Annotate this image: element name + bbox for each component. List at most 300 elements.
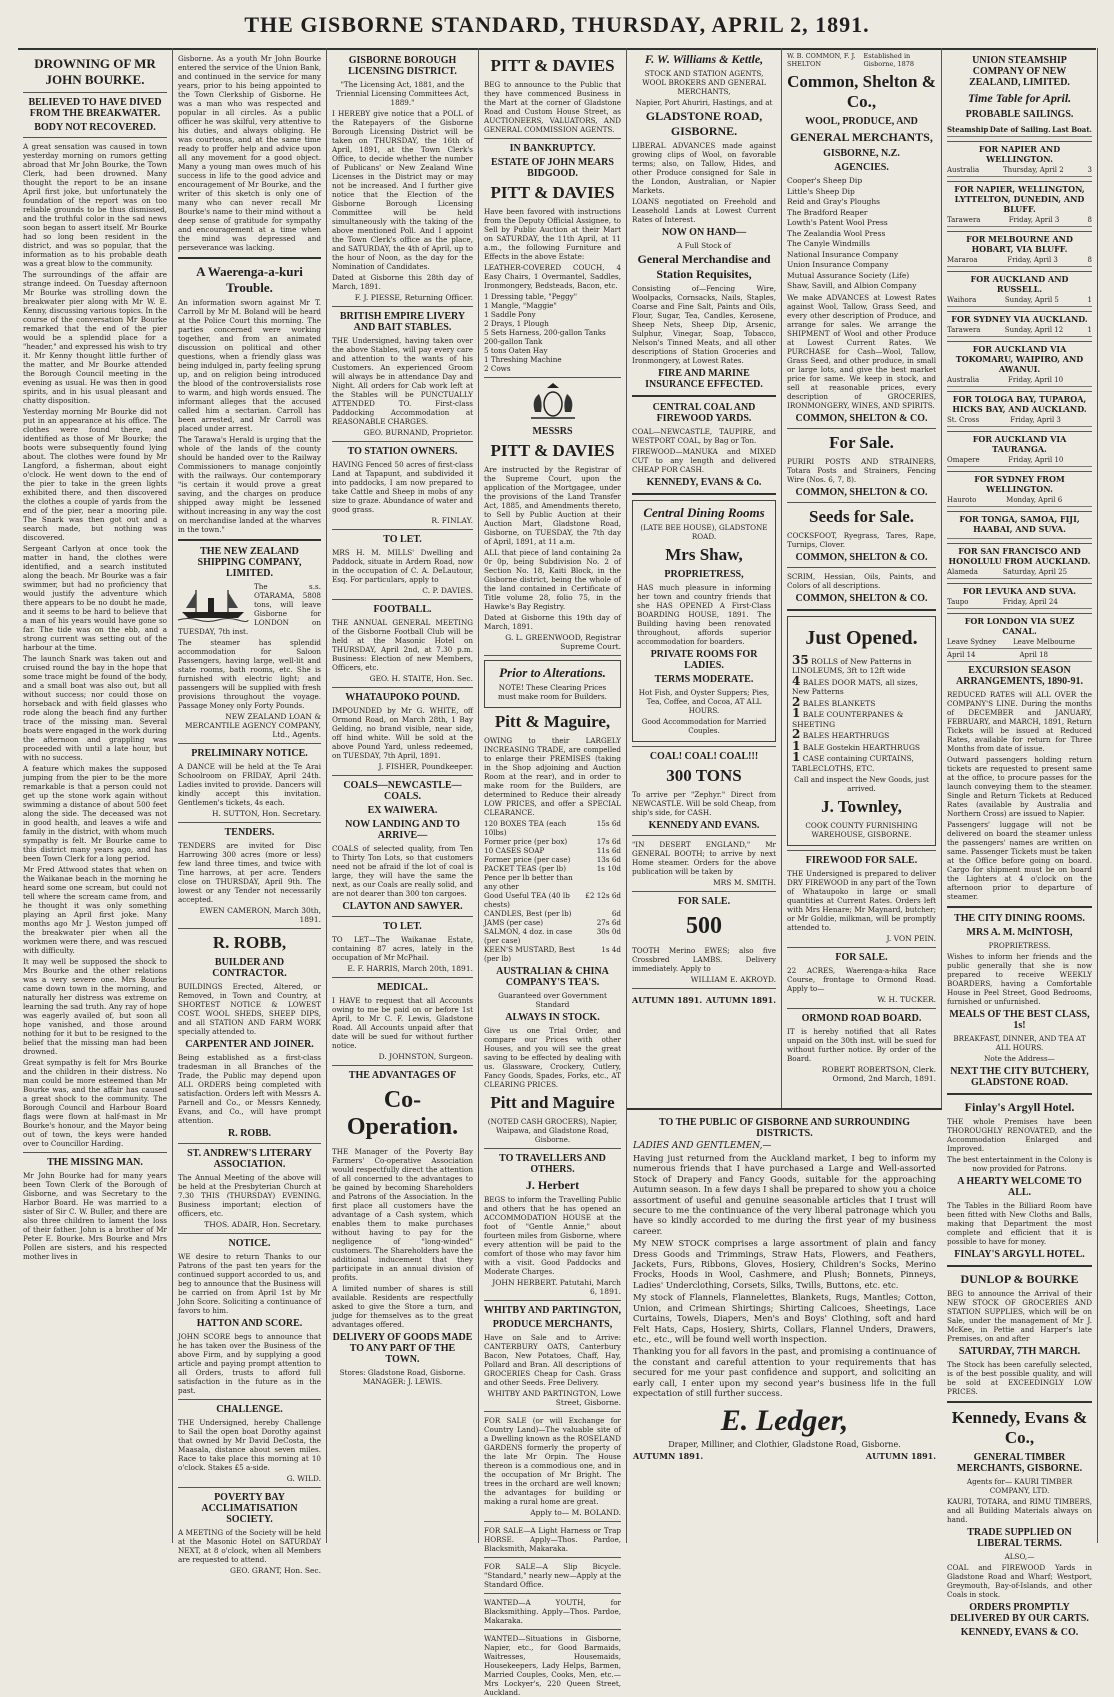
article-paragraph: TENDERS are invited for Disc Harrowing 300 acres (more or less) few land three times, and twice with Tine harrows, at per acre. Tenders close on THURSDAY, April 9th. The lowest or any Tender not necessarily accepted. xyxy=(178,841,321,904)
table-cell: Thursday, April 2 xyxy=(1002,166,1064,174)
missing-man-heading: THE MISSING MAN. xyxy=(47,1157,143,1168)
signature: GEO. GRANT, Hon. Sec. xyxy=(229,1566,321,1575)
timetable-route-heading: FOR NAPIER AND WELLINGTON. xyxy=(947,141,1092,164)
common-shelton-signature: COMMON, SHELTON & CO. xyxy=(795,486,928,498)
article-paragraph: PURIRI POSTS AND STRAINERS, Totara Posts and Strainers, Fencing Wire (Nos. 6, 7, 8). xyxy=(787,456,936,484)
williams-kettle-subheading: STOCK AND STATION AGENTS, WOOL BROKERS AND GENERAL MERCHANTS, xyxy=(642,69,766,96)
city-dining-prop: PROPRIETRESS. xyxy=(988,941,1051,950)
timetable-route-heading: FOR LONDON VIA SUEZ CANAL. xyxy=(947,613,1092,636)
column-1 xyxy=(18,48,173,1543)
challenge-heading: CHALLENGE. xyxy=(216,1404,283,1415)
list-item: 1 BALE COUNTERPANES & SHEETING xyxy=(792,706,904,729)
list-item: The Bradford Reaper xyxy=(787,207,868,217)
central-dining-box xyxy=(632,500,776,742)
article-paragraph: THE Undersigned is prepared to deliver DRY FIREWOOD in any part of the Town of Whataupoko in large or small quantities at Current Rates. Orders left with Mrs Henare; Mr Maynard, butcher; or Mr Goldie, milkman, will be promptly attended to. xyxy=(787,869,936,932)
signature: C. P. DAVIES. xyxy=(422,586,473,595)
robb-carpenter: CARPENTER AND JOINER. xyxy=(185,1039,314,1050)
australian-tea-heading: AUSTRALIAN & CHINA COMPANY'S TEA'S. xyxy=(496,966,609,988)
timetable-route-heading: FOR LEVUKA AND SUVA. xyxy=(947,583,1092,596)
note-address: Note the Address— xyxy=(984,1054,1055,1063)
table-cell: Alameda xyxy=(947,568,978,576)
article-paragraph: The launch Snark was taken out and cruised round the bay in the hope that some trace might be found of the body, and a small boat was also out, but all without success; nor could those on horseback and with field glasses who rode along the beach find any further trace of the missing man. Several boats were engaged in the work during the afternoon and grappling was proceeded with until a late hour, but with no success. xyxy=(23,654,167,762)
common-shelton-signature: COMMON, SHELTON & CO. xyxy=(795,592,928,604)
table-cell: Hauroto xyxy=(947,496,977,504)
article-paragraph: I HEREBY give notice that a POLL of the Ratepayers of the Gisborne Borough Licensing District will be taken on THURSDAY, the 16th of April, 1891, at the Town Clerk's Office, to decide whether the number of Publicans' or New Zealand Wine Licenses in the District may or may not be increased. And I further give notice that the Election of the Gisborne Borough Licensing Committee will be held simultaneously with the taking of the above mentioned Poll. And I appoint the Town Clerk's office as the place, and SATURDAY, the 4th of April, up to the hour of Noon, as the day for the Nomination of Candidates. xyxy=(332,109,473,271)
list-item: 2 BALES BLANKETS xyxy=(792,694,876,709)
robb-subheading: BUILDER AND CONTRACTOR. xyxy=(212,957,287,979)
article-paragraph: THE ANNUAL GENERAL MEETING of the Gisborne Football Club will be held at the Masonic Hotel on THURSDAY, April 2nd, at 7.30 p.m. Business: Election of new Members, Officers, etc. xyxy=(332,618,473,672)
article-paragraph: HAS much pleasure in informing her town and country friends that she HAS OPENED A First-Class BOARDING HOUSE, 1891. The Building having been renovated throughout, affords superior accommodation for boarders. xyxy=(637,583,771,646)
article-paragraph: Mr Fred Attwood states that when on the Waikanae beach in the morning he heard some one scream, but could not tell where the scream came from, and he thought it was only something playing an April first joke. Many months ago Mr J. Weston jumped off the breakwater pier when all the workmen were there, and was rescued with difficulty. xyxy=(23,865,167,955)
autumn-label-right: AUTUMN 1891. xyxy=(705,995,776,1005)
signature: JOHN HERBERT. Patutahi, March 6, 1891. xyxy=(492,1278,621,1296)
coal-heading: COAL! COAL! COAL!!! xyxy=(649,751,759,762)
article-paragraph: The Stock has been carefully selected, is of the best possible quality, and will be sold at EXCEEDINGLY LOW PRICES. xyxy=(947,1360,1092,1396)
crest-label: MESSRS xyxy=(532,426,573,437)
table-row xyxy=(947,374,1092,387)
common-shelton-heading: Common, Shelton & Co., xyxy=(787,72,936,111)
article-paragraph: THE Undersigned, hereby Challenge to Sail the open boat Dorothy against that owned by Mr David DeCosta, the Maasala, distance about seven miles. Race to take place this morning at 10 o'clock. Stakes £5 a-side. xyxy=(178,1418,321,1472)
article-paragraph: It may well be supposed the shock to Mrs Bourke and the other relations was a very severe one. Mrs Bourke came down town in the morning, and naturally her distress was extreme on learning the sad truth. Any ray of hope was eagerly availed of, but soon all hope vanished, and those around nothing for it but to be resigned to the belief that the missing man had been drowned. xyxy=(23,957,167,1056)
kennedy-evans-signature: KENNEDY, EVANS & CO. xyxy=(960,1627,1079,1638)
city-butchery-address: NEXT THE CITY BUTCHERY, GLADSTONE ROAD. xyxy=(950,1066,1089,1088)
article-paragraph: LOANS negotiated on Freehold and Leasehold Lands at Lowest Current Rates of Interest. xyxy=(632,197,776,224)
signature: Apply to— M. BOLAND. xyxy=(530,1508,621,1517)
prior-alterations-heading: Prior to Alterations. xyxy=(499,665,606,680)
table-cell: Waihora xyxy=(947,296,977,304)
article-paragraph: A DANCE will be held at the Te Arai Schoolroom on FRIDAY, April 24th. Ladies invited to provide. Dancers will kindly accept this invitation. Gentlemen's tickets, 4s each. xyxy=(178,762,321,807)
table-row: KEEN'S MUSTARD, Best (per lb) 1s 4d xyxy=(484,945,621,963)
article-paragraph: The surroundings of the affair are strange indeed. On Tuesday afternoon Mr Bourke was strolling down the breakwater pier along with Mr W. E. Kenny, discussing various topics. In the course of the conversation Mr Bourke remarked that the end of the pier would be a splendid place for a "header," and expressed his wish to try it. Mr Kenny thought little further of the matter, and Mr Bourke attended the Borough Council meeting in the evening as usual. He was then in good spirits, and in his usual pleasant and chatty disposition. xyxy=(23,270,167,405)
prior-alterations-note: NOTE! These Clearing Prices must make room for Builders. xyxy=(498,683,607,701)
probable-sailings: PROBABLE SAILINGS. xyxy=(965,109,1074,120)
article-paragraph: MRS H. M. MILLS' Dwelling and Paddock, situate in Ardern Road, now in the occupation of C. A. DeLautour, Esq. For particulars, apply to xyxy=(332,548,473,584)
table-row xyxy=(947,414,1092,427)
article-paragraph: THE Undersigned, having taken over the above Stables, will pay every care and attention to the wants of his Customers. An experienced Groom will always be in attendance Day and Night. All orders for Cab work left at the Stables will be PUNCTUALLY ATTENDED TO. First-class Paddocking Accommodation at REASONABLE CHARGES. xyxy=(332,336,473,426)
list-item: 2 BALES HEARTHRUGS xyxy=(792,727,890,741)
central-dining-heading: Central Dining Rooms xyxy=(643,505,765,520)
central-dining-subheading: (LATE BEE HOUSE), GLADSTONE ROAD. xyxy=(640,523,768,541)
article-paragraph: Dated at Gisborne this 28th day of March, 1891. xyxy=(332,273,473,291)
table-cell: Australia xyxy=(947,376,980,384)
table-row: SALMON, 4 doz. in case (per case) 30s 0d xyxy=(484,927,621,945)
signature: W. H. TUCKER. xyxy=(877,995,936,1004)
article-paragraph: COAL—NEWCASTLE, TAUPIRE, and WESTPORT COAL, by Bag or Ton. xyxy=(632,427,776,445)
ewes-count: 500 xyxy=(686,913,722,939)
central-coal-heading: CENTRAL COAL AND FIREWOOD YARDS. xyxy=(652,402,756,424)
article-paragraph: FOR SALE—A Light Harness or Trap HORSE. Apply—Thos. Pardoe, Blacksmith, Makaraka. xyxy=(484,1526,621,1553)
column-7 xyxy=(942,48,1098,1638)
meals: Hot Fish, and Oyster Suppers; Pies, Tea, Coffee, and Cocoa, AT ALL HOURS. xyxy=(638,688,770,715)
list-item: 5 tons Oaten Hay xyxy=(484,346,548,355)
timetable-route-heading: FOR MELBOURNE AND HOBART, VIA BLUFF. xyxy=(947,231,1092,254)
list-item: 1 Threshing Machine xyxy=(484,355,562,364)
table-row xyxy=(947,596,1092,609)
article-paragraph: The steamer has splendid accommodation for Saloon Passengers, having large, well-lit and state rooms, bath rooms, etc. She is furnished with electric light; and passengers will be supplied with fresh provisions throughout the voyage. Passage Money only Forty Pounds. xyxy=(178,638,321,710)
signature: F. J. PIESSE, Returning Officer. xyxy=(354,293,473,302)
table-row xyxy=(947,164,1092,177)
insurance-notice: FIRE AND MARINE INSURANCE EFFECTED. xyxy=(645,368,763,390)
article-paragraph: FIREWOOD—MANUKA and MIXED CUT to any length and delivered CHEAP FOR CASH. xyxy=(632,447,776,474)
table-cell: Sunday, April 12 xyxy=(1004,326,1064,334)
article-paragraph: My stock of Flannels, Flannelettes, Blankets, Rugs, Mantles; Cotton, Union, and Crimean Shirtings; Shirting Calicoes, Sheetings, Lace Curtains, Towels, Diapers, Men's and Boys' Clothing, soft and hard Felt Hats, Caps, Hosiery, Shirts, Collars, Flannel Unders, Drawers, etc., etc., will be found well worth inspection. xyxy=(633,1292,936,1344)
to-let-heading: TO LET. xyxy=(383,534,422,545)
robb-signature: R. ROBB. xyxy=(227,1128,272,1139)
list-item: 35 ROLLS of New Patterns in LINOLEUMS, 3ft to 12ft wide xyxy=(792,652,912,675)
column-4 xyxy=(479,48,627,1697)
trade-supplied: TRADE SUPPLIED ON LIBERAL TERMS. xyxy=(967,1527,1072,1549)
terms: TERMS MODERATE. xyxy=(654,674,754,685)
table-row xyxy=(947,324,1092,337)
timetable-route-heading: FOR AUCKLAND AND RUSSELL. xyxy=(947,271,1092,294)
autumn-banner xyxy=(632,995,776,1005)
newspaper-columns xyxy=(18,48,1098,1697)
general-merchandise-heading: General Merchandise and Station Requisites, xyxy=(637,252,771,281)
article-paragraph: JOHN SCORE begs to announce that he has taken over the Business of the above Firm, and by supplying a good article and paying prompt attention to all Orders, trusts to afford full satisfaction in the future as in the past. xyxy=(178,1332,321,1395)
table-cell: Friday, April 3 xyxy=(1007,256,1058,264)
robb-heading: R. ROBB, xyxy=(212,933,287,952)
timetable-route-heading: FOR SYDNEY FROM WELLINGTON. xyxy=(947,471,1092,494)
article-paragraph: Passengers' luggage will not be delivered on board the steamer unless the passengers' names are written on same. Passenger Tickets must be taken at the Office before going on board. Cargo for shipment must be on board the Lighters at 4 o'clock on the afternoon prior to departure of steamer. xyxy=(947,820,1092,901)
table-row: 120 BOXES TEA (each 10lbs) 15s 6d xyxy=(484,819,621,837)
kennedy-evans-signature: KENNEDY, EVANS & Co. xyxy=(646,477,762,488)
firewood-heading: FIREWOOD FOR SALE. xyxy=(805,855,918,866)
article-paragraph: The Tarawa's Herald is urging that the whole of the lands of the county should be handed over to the Railway Commissioners to manage conjointly with the railways. Our contemporary "is certain it would prove a great saving, and the charges on produce shipped away might be lessened without increasing in any way the cost on merchandise landed at the wharves in the town." xyxy=(178,435,321,534)
bankruptcy-heading: IN BANKRUPTCY. xyxy=(509,143,596,154)
just-opened-box xyxy=(787,616,936,847)
timetable-heading: Time Table for April. xyxy=(967,91,1072,105)
dunlop-date: SATURDAY, 7TH MARCH. xyxy=(958,1346,1081,1357)
timetable-route-heading: FOR SYDNEY VIA AUCKLAND. xyxy=(947,311,1092,324)
autumn-label-left: AUTUMN 1891. xyxy=(632,995,703,1005)
article-paragraph: BUILDINGS Erected, Altered, or Removed, in Town and Country, at SHORTEST NOTICE & LOWEST COST. WOOL SHEDS, SHEEP DIPS, and all STATION AND FARM WORK specially attended to. xyxy=(178,982,321,1036)
article-paragraph: COAL and FIREWOOD Yards in Gladstone Road and Wharf; Westport, Greymouth, Bay-of-Islands, and other Coals in stock. xyxy=(947,1563,1092,1599)
gladstone-road-heading: GLADSTONE ROAD, GISBORNE. xyxy=(645,109,763,138)
table-cell: Omapere xyxy=(947,456,980,464)
article-paragraph: FOR SALE (or will Exchange for Country Land)—The valuable site of a Dwelling known as the ROSELAND GARDENS formerly the property of the late Mr Orpin. The House thereon is a commodious one, and in the occupation of Mr Bright. The trees in the orchard are well known; the advantages for building or making a rural home are great. xyxy=(484,1416,621,1506)
poverty-bay-heading: POVERTY BAY ACCLIMATISATION SOCIETY. xyxy=(201,1492,298,1525)
article-paragraph: A great sensation was caused in town yesterday morning on rumors getting abroad that Mr John Bourke, the Town Clerk, had been drowned. Many thought the report to be an insane April first joke, but unfortunately the foundation of the report was on too reliable grounds to be thus dismissed, and the truthful color in the sad news soon began to assert itself. Mr Bourke had so long been resident in the district, and was so popular, that the information as to his probable death was a great blow to the community. xyxy=(23,142,167,268)
drowning-headline: DROWNING OF MR JOHN BOURKE. xyxy=(34,56,156,87)
football-heading: FOOTBALL. xyxy=(373,604,432,615)
list-item: The Zealandia Wool Press xyxy=(787,228,886,238)
signature: G. L. GREENWOOD, Registrar Supreme Court. xyxy=(505,633,621,651)
autumn-label-right: AUTUMN 1891. xyxy=(865,1451,936,1462)
general-merchants: GENERAL MERCHANTS, xyxy=(790,130,933,144)
pitt-maguire-title: Pitt and Maguire xyxy=(490,1093,615,1112)
ledger-heading: TO THE PUBLIC OF GISBORNE AND SURROUNDING DISTRICTS. xyxy=(659,1117,910,1139)
signature: J. FISHER, Poundkeeper. xyxy=(378,762,473,771)
steamship-icon xyxy=(178,584,248,622)
table-cell: Friday, April 24 xyxy=(1002,598,1058,606)
article-paragraph: We make ADVANCES at Lowest Rates against Wool, Tallow, Grass Seed, and every other description of Produce, and arrange for sales. We arrange the SHIPMENT of Wool and other Produce at Lowest Current Rates. We PURCHASE for Cash—Wool, Tallow, Grass Seed, and other produce, in small or large lots, and give the best market price for same. We keep in stock, and sell at reasonable prices, every description of GROCERIES, IRONMONGERY, WINES, AND SPIRITS. xyxy=(787,292,936,410)
article-paragraph: Consisting of—Fencing Wire, Woolpacks, Cornsacks, Nails, Staples, Coarse and Fine Salt, Paints and Oils, Flour, Sugar, Tea, Candles, Kerosene, Sheep Nets, Sheep Dip, Arsenic, Sulphur, Vinegar, Soap, Tobacco, Nelson's Tinned Meats, and all other descriptions of Station Groceries and Ironmongery, at Lowest Rates. xyxy=(632,284,776,365)
timetable-route-heading: FOR AUCKLAND VIA TOKOMARU, WAIPIRO, AND AWANUI. xyxy=(947,341,1092,374)
table-row: 10 CASES SOAP 11s 6d xyxy=(484,846,621,855)
table-cell: Friday, April 10 xyxy=(1008,456,1064,464)
table-cell: April 14 xyxy=(947,651,976,659)
article-paragraph: BEG to announce to the Public that they have commenced Business in the Mart at the corner of Gladstone Road and Custom House Street, as AUCTIONEERS, VALUATORS, AND GENERAL COMMISSION AGENTS. xyxy=(484,80,621,134)
article-paragraph: Thanking you for all favors in the past, and promising a continuance of the constant and careful attention to your requirements that has secured for me your past confidence and support, and soliciting an early call, I enter upon my second year's business life in the full expectation of still further success. xyxy=(633,1346,936,1398)
article-paragraph: REDUCED RATES will ALL OVER the COMPANY'S LINE. During the months of DECEMBER and JANUARY, FEBRUARY, and MARCH, 1891, Return Tickets will be issued at Reduced Rates, available for return for Three Months from date of issue. xyxy=(947,690,1092,753)
ledger-advert xyxy=(627,1108,942,1543)
table-row xyxy=(947,534,1092,539)
coal-tons: 300 TONS xyxy=(666,766,742,785)
article-paragraph: TO LET—The Waikanae Estate, containing 87 acres, lately in the occupation of Mr McPhail. xyxy=(332,935,473,962)
pound-heading: WHATAUPOKO POUND. xyxy=(345,692,460,703)
mrs-shaw-name: Mrs Shaw, xyxy=(665,545,743,564)
article-paragraph: COCKSFOOT, Ryegrass, Tares, Rape, Turnips, Clover. xyxy=(787,530,936,549)
kennedy-evans-signature: KENNEDY AND EVANS. xyxy=(648,820,760,831)
table-row xyxy=(947,294,1092,307)
table-cell: Leave Melbourne xyxy=(1013,638,1076,646)
list-item: The Canyle Windmills xyxy=(787,239,870,248)
autumn-banner xyxy=(633,1451,936,1461)
list-item: 5 Sets Harness, 200-gallon Tanks xyxy=(484,328,606,337)
townley-heading: J. Townley, xyxy=(821,797,902,816)
place: GISBORNE, N.Z. xyxy=(823,148,900,159)
ship-notice: The s.s. OTARAMA, 5808 tons, will leave Gisborne for LONDON on TUESDAY, 7th inst. xyxy=(178,582,321,636)
ledger-salutation: LADIES AND GENTLEMEN,— xyxy=(633,1141,772,1151)
kennedy-evans-subheading: GENERAL TIMBER MERCHANTS, GISBORNE. xyxy=(956,1452,1083,1474)
signature: R. FINLAY. xyxy=(431,516,473,525)
licensing-heading: GISBORNE BOROUGH LICENSING DISTRICT. xyxy=(348,55,457,77)
table-cell: St. Cross xyxy=(947,416,980,424)
coop-signature: Stores: Gladstone Road, Gisborne. MANAGER: J. LEWIS. xyxy=(339,1368,466,1386)
article-paragraph: WANTED—A YOUTH, for Blacksmithing. Apply—Thos. Pardoe, Makaraka. xyxy=(484,1598,621,1625)
article-paragraph: Dated at Gisborne this 19th day of March, 1891. xyxy=(484,613,621,631)
agency-list xyxy=(787,176,936,291)
table-row xyxy=(947,214,1092,227)
signature: NEW ZEALAND LOAN & MERCANTILE AGENCY COMPANY, Ltd., Agents. xyxy=(184,712,321,739)
table-row xyxy=(947,254,1092,267)
call-inspect: Call and inspect the New Goods, just arrived. xyxy=(794,775,929,793)
table-row: Pence per lb better than any other xyxy=(484,873,573,891)
pitt-davies-heading: PITT & DAVIES xyxy=(490,56,615,75)
table-cell: Friday, April 10 xyxy=(1008,376,1064,384)
table-cell: Tarawera xyxy=(947,216,981,224)
article-paragraph: OWING to their LARGELY INCREASING TRADE, are compelled to enlarge their PREMISES (taking in the Shop adjoining and Auction Room at the rear), and in order to make room for the Builders, are determined to Reduce their already LOW PRICES, and offer a SPECIAL CLEARANCE. xyxy=(484,736,621,817)
article-paragraph: BEG to announce the Arrival of their NEW STOCK OF GROCERIES AND STATION SUPPLIES, which will be on Sale, under the management of Mr J. McKee, in Pettie and Harper's late Premises, on and after xyxy=(947,1289,1092,1343)
ledger-name: E. Ledger, xyxy=(720,1404,849,1438)
signature: WHITBY AND PARTINGTON, Lowe Street, Gisborne. xyxy=(487,1389,621,1407)
common-shelton-header xyxy=(787,52,936,68)
signature: D. JOHNSTON, Surgeon. xyxy=(378,1052,473,1061)
column-2 xyxy=(173,48,327,1575)
city-dining-proprietor: MRS A. M. McINTOSH, xyxy=(966,927,1073,938)
list-item: 1 CASE containing CURTAINS, TABLECLOTHS, ETC. xyxy=(792,750,914,773)
list-item: Shaw, Savill, and Albion Company xyxy=(787,281,917,290)
common-shelton-subheading: WOOL, PRODUCE, AND xyxy=(805,116,918,127)
price-list xyxy=(484,819,621,963)
table-cell: Leave Sydney xyxy=(947,638,997,646)
column-3 xyxy=(327,48,479,1543)
article-paragraph: "IN DESERT ENGLAND," Mr GENERAL BOOTH; to arrive by next Home steamer. Orders for the above publication will be taken by xyxy=(632,840,776,876)
also: ALSO,— xyxy=(1004,1552,1035,1561)
kennedy-evans-heading: Kennedy, Evans & Co., xyxy=(951,1408,1088,1447)
article-paragraph: Mr John Bourke had for many years been Town Clerk of the Borough of Gisborne, and was Secretary to the Harbor Board. He was married to a sister of Sir C. W. Buller, and there are also three children to lament the loss of their father. John is a brother of Mr Peter E. Bourke. Mrs Bourke and Mrs Pollen are sisters, and his respected mother lives in xyxy=(23,1171,167,1261)
table-row: JAMS (per case) 27s 6d xyxy=(484,918,621,927)
for-sale-heading: For Sale. xyxy=(829,432,894,452)
article-paragraph: The Tables in the Billiard Room have been fitted with New Cloths and Balls, making that Department the most complete and efficient that it is possible to have for money. xyxy=(947,1201,1092,1246)
pitt-davies-heading: PITT & DAVIES xyxy=(490,441,615,460)
livery-heading: BRITISH EMPIRE LIVERY AND BAIT STABLES. xyxy=(339,311,466,333)
established-note: Established in Gisborne, 1878 xyxy=(863,52,914,68)
article-paragraph: LEATHER-COVERED COUCH, 4 Easy Chairs, 1 Overmantel, Saddles, Ironmongery, Bedsteads, Bacon, etc. xyxy=(484,263,621,290)
article-paragraph: The Annual Meeting of the above will be held at the Presbyterian Church at 7.30 THIS (THURSDAY) EVENING. Business important; election of officers, etc. xyxy=(178,1173,321,1218)
travellers-heading: TO TRAVELLERS AND OTHERS. xyxy=(499,1153,606,1175)
table-row: Former price (per case) 13s 6d xyxy=(484,855,621,864)
always-in-stock: ALWAYS IN STOCK. xyxy=(505,1012,600,1023)
signature: E. F. HARRIS, March 20th, 1891. xyxy=(347,964,473,973)
timetable-routes xyxy=(947,141,1092,662)
table-cell: Saturday, April 25 xyxy=(1002,568,1068,576)
just-opened-heading: Just Opened. xyxy=(805,626,918,649)
table-row: PACKET TEAS (per lb) 1s 10d xyxy=(484,864,621,873)
pitt-maguire-heading: Pitt & Maguire, xyxy=(494,712,611,731)
list-item: Lowth's Patent Wool Press xyxy=(787,218,888,227)
williams-kettle-locations: Napier, Port Ahuriri, Hastings, and at xyxy=(635,98,773,107)
excursion-heading: EXCURSION SEASON ARRANGEMENTS, 1890-91. xyxy=(956,665,1083,687)
article-paragraph: WE desire to return Thanks to our Patrons of the past ten years for the continued support accorded to us, and beg to announce that the Business will be carried on from April 1st by Mr John Score. Soliciting a continuance of favors to him. xyxy=(178,1252,321,1315)
meals-best-class: MEALS OF THE BEST CLASS, 1s! xyxy=(949,1009,1090,1031)
herbert-name: J. Herbert xyxy=(525,1178,580,1192)
hearty-welcome: A HEARTY WELCOME TO ALL. xyxy=(957,1176,1082,1198)
proprietress: PROPRIETRESS, xyxy=(664,569,744,580)
coals-heading: COALS—NEWCASTLE—COALS. xyxy=(343,780,462,802)
union-steamship-heading: UNION STEAMSHIP COMPANY OF NEW ZEALAND, LIMITED. xyxy=(969,55,1070,88)
common-shelton-signature: COMMON, SHELTON & CO. xyxy=(795,412,928,424)
article-paragraph: FOR SALE—A Slip Bicycle. "Standard," nearly new—Apply at the Standard Office. xyxy=(484,1562,621,1589)
for-sale-heading: FOR SALE. xyxy=(835,952,888,963)
article-paragraph: IT is hereby notified that all Rates unpaid on the 30th inst. will be sued for without further notice. By order of the Board. xyxy=(787,1027,936,1063)
ledger-subheading: Draper, Milliner, and Clothier, Gladstone Road, Gisborne. xyxy=(668,1440,901,1450)
signature: WILLIAM E. AKROYD. xyxy=(690,975,776,984)
article-paragraph: Are instructed by the Registrar of the Supreme Court, upon the application of the Mortgagee, under the provisions of the Land Transfer Act, 1885, and Amendments thereto, to Sell by Public Auction at their Auction Mart, Gladstone Road, Gisborne, on TUESDAY, the 7th day of April, 1891, at 11 a.m. xyxy=(484,465,621,546)
table-cell: Taupo xyxy=(947,598,969,606)
article-paragraph: ALL that piece of land containing 2a 0r 0p, being Subdivision No. 2 of Section No. 18, Kaiti Block, in the Gisborne district, being the whole of the land contained in Certificate of Title volume 28, folio 75, in the Hawke's Bay Registry. xyxy=(484,548,621,611)
royal-crest-icon xyxy=(523,382,583,422)
drowning-subhead2: BODY NOT RECOVERED. xyxy=(34,122,156,133)
list-item: Union Insurance Company xyxy=(787,260,889,269)
timetable-route-heading: FOR SAN FRANCISCO AND HONOLULU FROM AUCKLAND. xyxy=(947,543,1092,566)
medical-heading: MEDICAL. xyxy=(377,982,428,993)
newspaper-title: THE GISBORNE STANDARD, THURSDAY, APRIL 2, 1891. xyxy=(244,12,870,37)
article-paragraph: To arrive per "Zephyr." Direct from NEWCASTLE. Will be sold Cheap, from ship's side, for CASH. xyxy=(632,790,776,817)
table-row xyxy=(947,494,1092,507)
table-cell: Mararoa xyxy=(947,256,978,264)
article-paragraph: Wishes to inform her friends and the public generally that she is now prepared to receive WEEKLY BOARDERS, having a Comfortable House in Peel Street, Good Bedrooms, furnished or unfurnished. xyxy=(947,952,1092,1006)
to-let-heading: TO LET. xyxy=(383,921,422,932)
article-paragraph: KAURI, TOTARA, and RIMU TIMBERS, and all Building Materials always on hand. xyxy=(947,1497,1092,1524)
masthead xyxy=(0,0,1114,46)
article-paragraph: THE whole Premises have been THOROUGHLY RENOVATED, and the Accommodation Enlarged and Improved. xyxy=(947,1117,1092,1153)
table-cell: April 18 xyxy=(1019,651,1048,659)
now-on-hand: NOW ON HAND— xyxy=(661,227,747,238)
article-paragraph: A feature which makes the supposed jumping from the pier to be the more remarkable is that a person could not get up the stone work again without swimming a distance of about 500 feet along the side. The deceased was not in good health, and leaves a wife and family in the district, with whom much sympathy is felt. Mr Bourke came to this district many years ago, and has been Town Clerk for a long period. xyxy=(23,764,167,863)
table-cell: Australia xyxy=(947,166,980,174)
table-cell: Tarawera xyxy=(947,326,981,334)
article-paragraph: Outward passengers holding return tickets are requested to present same at the office, to procure passes for the launch conveying them to the steamer. Single and Return Tickets at Reduced Rates (available by Australia and Northern Cross) are issued to Napier. xyxy=(947,755,1092,818)
signature: ROBERT ROBERTSON, Clerk. Ormond, 2nd March, 1891. xyxy=(821,1065,936,1083)
ormond-board-heading: ORMOND ROAD BOARD. xyxy=(801,1013,922,1024)
list-item: 1 Dressing table, "Peggy" xyxy=(484,292,578,301)
prior-alterations-box xyxy=(484,660,621,708)
article-paragraph: BEGS to inform the Travelling Public and others that he has opened an ACCOMMODATION HOUSE at the foot of "Gentle Annie," about fourteen miles from Gisborne, where every attention will be paid to the comfort of those who may favor him with a visit. Good Paddocks and Moderate Charges. xyxy=(484,1195,621,1276)
article-paragraph: Yesterday morning Mr Bourke did not put in an appearance at his office. The clothes were found there, and identified as those of Mr Bourke; the boots were subsequently found lying about. The clothes were found by Mr Langford, a fisherman, about eight o'clock. He went down to the end of the pier to take in the green lights exhibited there, and then discovered the clothes a couple of yards from the end of the pier, near a mooring pile. The Snark was then got out and a search made, but nothing was discovered. xyxy=(23,407,167,542)
article-paragraph: Being established as a first-class tradesman in all Branches of the Trade, the Public may depend upon ALL ORDERS being completed with satisfaction. Orders left with Messrs A. Parnell and Co., or Messrs Kennedy, Evans, and Co., will have prompt attention. xyxy=(178,1053,321,1125)
list-item: 1 Saddle Pony xyxy=(484,310,536,319)
list-item: 2 Drays, 1 Plough xyxy=(484,319,549,328)
signature: G. WILD. xyxy=(286,1474,321,1483)
article-paragraph: Great sympathy is felt for Mrs Bourke and the children in their distress. No man could be more esteemed than Mr Bourke was, and the affair has caused a great shock to the community. The Borough Council and Harbour Board flags were flown at half-mast in Mr Bourke's honour, and the Mayor being out of town, the keys were handed over to Councillor Harding. xyxy=(23,1058,167,1148)
whitby-heading: WHITBY AND PARTINGTON, xyxy=(484,1305,621,1316)
signature: H. SUTTON, Hon. Secretary. xyxy=(211,809,321,818)
list-item: 1 Mangle, "Maggie" xyxy=(484,301,557,310)
pitt-maguire-subtitle: (NOTED CASH GROCERS), Napier, Waipawa, and Gladstone Road, Gisborne. xyxy=(487,1117,618,1144)
article-paragraph: 22 ACRES, Waerenga-a-hika Race Course, frontage to Ormond Road. Apply to— xyxy=(787,966,936,993)
article-paragraph: Gisborne. As a youth Mr John Bourke entered the service of the Union Bank, and continued in the service for many years, prior to his being appointed to the Town Clerkship of Gisborne. He was a man who was respected and popular in all circles. As a public officer he was skilful, very attentive to his duties, and always obliging. He was courteous, and at the same time ready to proffer help and advice upon all any movement for a good object. Many a young man owes much of his success in life to the good advice and encouragement of Mr Bourke, and the writer of this sketch is only one of many who can never recall Mr Bourke's name to their mind without a deep sense of gratitude for sympathy and encouragement at a time when the mind was depressed and perseverance was lacking. xyxy=(178,54,321,252)
table-cell: Friday, April 3 xyxy=(1008,216,1060,224)
signature: GEO. BURNAND, Proprietor. xyxy=(363,428,473,437)
signature: THOS. ADAIR, Hon. Secretary. xyxy=(204,1220,321,1229)
table-cell: 1 xyxy=(1087,296,1092,304)
table-row: Former price (per box) 17s 6d xyxy=(484,837,621,846)
article-paragraph: Give us one Trial Order, and compare our Prices with other Houses, and you will see the great saving to be effected by dealing with us. Glassware, Crockery, Cutlery, Fancy Goods, Spades, Forks, etc., AT CLEARING PRICES. xyxy=(484,1026,621,1089)
notice-signature: HATTON AND SCORE. xyxy=(196,1318,303,1329)
waerenga-heading: A Waerenga-a-kuri Trouble. xyxy=(196,264,303,295)
coals-subheading2: NOW LANDING AND TO ARRIVE— xyxy=(345,819,460,841)
list-item: National Insurance Company xyxy=(787,249,899,259)
list-item: Mutual Assurance Society (Life) xyxy=(787,270,910,280)
timetable-route-heading: FOR TONGA, SAMOA, FIJI, HAABAI, AND SUVA. xyxy=(947,511,1092,534)
article-paragraph: A MEETING of the Society will be held at the Masonic Hotel on SATURDAY NEXT, at 8 o'clock, when all Members are requested to attend. xyxy=(178,1528,321,1564)
table-cell: Sunday, April 5 xyxy=(1004,296,1059,304)
signature: GEO. H. STAITE, Hon. Sec. xyxy=(369,674,473,683)
list-item: Cooper's Sheep Dip xyxy=(787,176,863,185)
station-owners-heading: TO STATION OWNERS. xyxy=(347,446,458,457)
table-row xyxy=(947,566,1092,579)
timetable-route-heading: FOR TOLOGA BAY, TUPAROA, HICKS BAY, AND AUCKLAND. xyxy=(947,391,1092,414)
table-row xyxy=(947,649,1092,662)
article-paragraph: LIBERAL ADVANCES made against growing clips of Wool, on favorable terms; also, on Tallow, Hides, and other Produce consigned for Sale in the London, Australian, or Napier Markets. xyxy=(632,141,776,195)
timetable-route-heading: FOR AUCKLAND VIA TAURANGA. xyxy=(947,431,1092,454)
article-paragraph: HAVING Fenced 50 acres of first-class Land at Tapapunt, and subdivided it into paddocks, I am now prepared to take Cattle and Sheep in mobs of any size to graze. Abundance of water and good grass. xyxy=(332,460,473,514)
preliminary-heading: PRELIMINARY NOTICE. xyxy=(191,748,308,759)
table-cell: Monday, April 6 xyxy=(1006,496,1063,504)
tenders-heading: TENDERS. xyxy=(224,827,275,838)
argyll-hotel-signature: FINLAY'S ARGYLL HOTEL. xyxy=(954,1249,1085,1260)
kennedy-evans-agents: Agents for— KAURI TIMBER COMPANY, LTD. xyxy=(966,1477,1073,1495)
article-paragraph: Have been favored with instructions from the Deputy Official Assignee, to Sell by Public Auction at their Mart on SATURDAY, the 11th April, at 11 a.m., the following Furniture and Effects in the above Estate: xyxy=(484,207,621,261)
nzsc-heading: THE NEW ZEALAND SHIPPING COMPANY, LIMITED. xyxy=(197,546,302,579)
list-item: Little's Sheep Dip xyxy=(787,186,855,196)
table-row xyxy=(947,636,1092,649)
orders-delivered: ORDERS PROMPTLY DELIVERED BY OUR CARTS. xyxy=(950,1602,1089,1624)
whitby-subheading: PRODUCE MERCHANTS, xyxy=(492,1319,613,1330)
city-dining-heading: THE CITY DINING ROOMS. xyxy=(954,913,1085,924)
table-cell: 8 xyxy=(1087,256,1092,264)
private-rooms: PRIVATE ROOMS FOR LADIES. xyxy=(650,649,758,671)
dunlop-bourke-heading: DUNLOP & BOURKE xyxy=(960,1272,1079,1286)
common-shelton-signature: COMMON, SHELTON & CO. xyxy=(795,551,928,563)
article-paragraph: Sergeant Carlyon at once took the matter in hand, the clothes were identified, and a search instituted along the beach. Mr Bourke was a fair swimmer, but had no proficiency that would justify the adventure which there appears to be no doubt he made, and it seems to be hard to believe that a man of his years would have gone so far. The tide was on the ebb, and a strong current was setting out of the harbour at the time. xyxy=(23,544,167,652)
article-paragraph: IMPOUNDED by Mr G. WHITE, off Ormond Road, on March 28th, 1 Bay Gelding, no brand visible, near side, off hind white. Will be sold at the above Pound Yard, unless redeemed, on TUESDAY, 7th April, 1891. xyxy=(332,706,473,760)
licensing-subheading: "The Licensing Act, 1881, and the Triennial Licensing Committees Act, 1889." xyxy=(335,80,470,107)
full-stock: A Full Stock of xyxy=(677,241,731,250)
list-item: 200-gallon Tank xyxy=(484,337,543,346)
auction-list xyxy=(484,292,621,373)
